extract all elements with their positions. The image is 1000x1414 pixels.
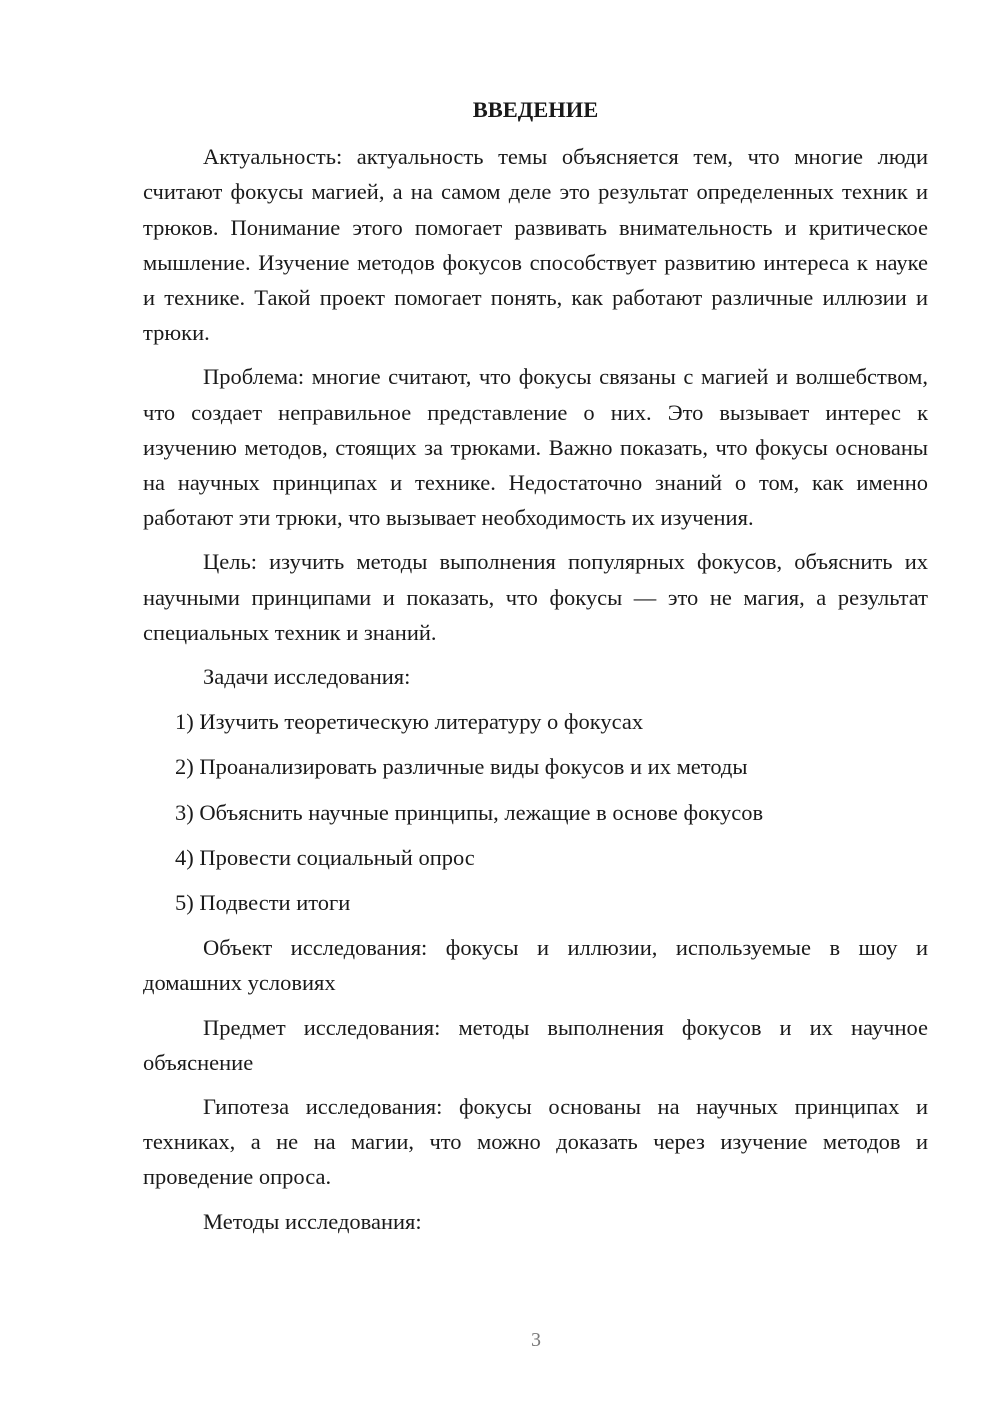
problem-paragraph: Проблема: многие считают, что фокусы связаны с магией и волшебством, что создает неправильное представление о них. Это вызывает интерес к изучению методов, стоящих за трюками. Важно показать, что фокусы основаны на научных принципах и технике. Недостаточно знаний о том, как именно работают эти трюки, что вызывает необходимость их изучения. — [143, 364, 928, 531]
subject-paragraph: Предмет исследования: методы выполнения фокусов и их научное объяснение — [143, 1014, 928, 1075]
page-number: 3 — [531, 1329, 541, 1351]
tasks-list — [143, 704, 928, 920]
document-page — [143, 92, 928, 1249]
list-item: 4) Провести социальный опрос — [175, 844, 475, 870]
list-item: 3) Объяснить научные принципы, лежащие в основе фокусов — [175, 799, 764, 825]
hypothesis-paragraph: Гипотеза исследования: фокусы основаны на научных принципах и техниках, а не на магии, что можно доказать через изучение методов и проведение опроса. — [143, 1094, 928, 1190]
list-item: 2) Проанализировать различные виды фокусов и их методы — [175, 754, 748, 780]
list-item: 1) Изучить теоретическую литературу о фокусах — [175, 709, 644, 735]
methods-heading: Методы исследования: — [203, 1208, 422, 1234]
goal-paragraph: Цель: изучить методы выполнения популярных фокусов, объяснить их научными принципами и показать, что фокусы — это не магия, а результат специальных техник и знаний. — [143, 549, 928, 645]
relevance-paragraph: Актуальность: актуальность темы объясняется тем, что многие люди считают фокусы магией, а на самом деле это результат определенных техник и трюков. Понимание этого помогает развивать внимательность и критическое мышление. Изучение методов фокусов способствует развитию интереса к науке и технике. Такой проект помогает понять, как работают различные иллюзии и трюки. — [143, 144, 928, 346]
list-item: 5) Подвести итоги — [175, 890, 351, 916]
page-title: ВВЕДЕНИЕ — [472, 97, 599, 122]
tasks-heading: Задачи исследования: — [203, 664, 411, 690]
object-paragraph: Объект исследования: фокусы и иллюзии, используемые в шоу и домашних условиях — [143, 935, 928, 996]
